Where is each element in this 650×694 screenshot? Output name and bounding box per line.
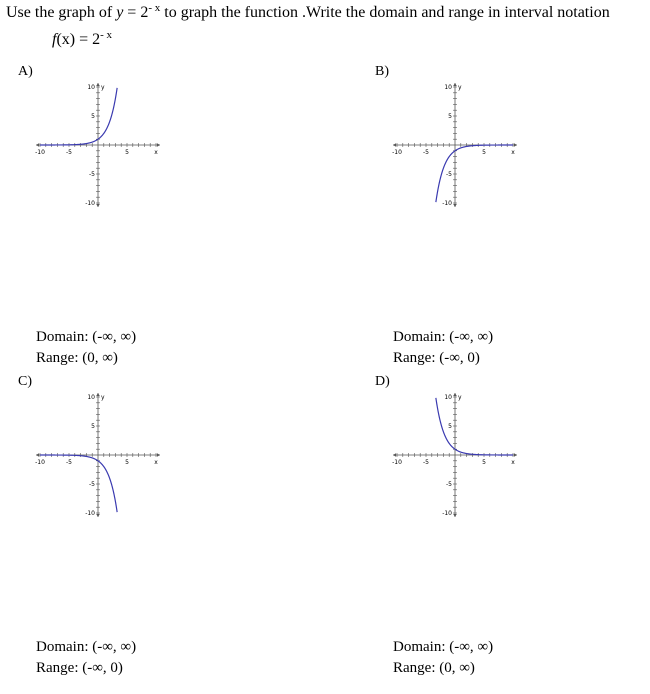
- choice-letter: C): [18, 374, 32, 389]
- x-tick-label: 5: [482, 149, 486, 156]
- function-exponent: - x: [100, 29, 113, 41]
- question-prefix: Use the graph of: [6, 4, 117, 21]
- function-name: f: [52, 31, 57, 48]
- x-axis-label: x: [154, 149, 158, 156]
- y-tick-label: -10: [442, 510, 452, 517]
- domain-text: Domain: (-∞, ∞): [36, 639, 137, 655]
- x-tick-label: -5: [66, 459, 72, 466]
- y-tick-label: 5: [91, 113, 95, 120]
- domain-text: Domain: (-∞, ∞): [36, 329, 137, 345]
- x-tick-label: -10: [35, 459, 45, 466]
- x-tick-label: -10: [392, 459, 402, 466]
- x-axis-arrow-icon: [393, 453, 396, 457]
- range-text: Range: (-∞, 0): [393, 350, 480, 366]
- choice-letter: D): [375, 374, 390, 389]
- choice-letter: B): [375, 64, 389, 79]
- domain-text: Domain: (-∞, ∞): [393, 639, 494, 655]
- y-tick-label: -10: [442, 200, 452, 207]
- y-axis-arrow-icon: [96, 393, 100, 396]
- choice-letter: A): [18, 64, 33, 79]
- y-axis-arrow-icon: [453, 83, 457, 86]
- function-arg: (x): [56, 31, 76, 48]
- function-curve: [40, 455, 117, 512]
- y-tick-label: 10: [444, 394, 452, 401]
- range-text: Range: (-∞, 0): [36, 660, 123, 676]
- graph-a: [18, 64, 158, 214]
- x-axis-label: x: [154, 459, 158, 466]
- y-axis-arrow-icon: [96, 83, 100, 86]
- y-axis-label: y: [458, 84, 462, 91]
- y-tick-label: 5: [91, 423, 95, 430]
- y-tick-label: 10: [87, 394, 95, 401]
- domain-text: Domain: (-∞, ∞): [393, 329, 494, 345]
- x-axis-arrow-icon: [36, 453, 39, 457]
- y-tick-label: 10: [444, 84, 452, 91]
- graph-d: [375, 374, 515, 524]
- y-axis-label: y: [101, 394, 105, 401]
- question-var-y: y: [116, 4, 124, 21]
- range-text: Range: (0, ∞): [393, 660, 475, 676]
- x-tick-label: -10: [392, 149, 402, 156]
- y-tick-label: 5: [448, 113, 452, 120]
- y-tick-label: -5: [446, 481, 452, 488]
- x-axis-arrow-icon: [514, 453, 517, 457]
- question-exponent: - x: [148, 2, 161, 14]
- y-axis-label: y: [458, 394, 462, 401]
- choice-c[interactable]: [18, 374, 318, 694]
- x-axis-arrow-icon: [514, 143, 517, 147]
- choice-a[interactable]: [18, 64, 318, 384]
- x-tick-label: 5: [482, 459, 486, 466]
- y-axis-arrow-icon: [453, 514, 457, 517]
- function-equals: = 2: [75, 31, 101, 48]
- x-tick-label: 5: [125, 459, 129, 466]
- x-tick-label: 5: [125, 149, 129, 156]
- x-axis-arrow-icon: [393, 143, 396, 147]
- y-axis-arrow-icon: [96, 204, 100, 207]
- x-tick-label: -10: [35, 149, 45, 156]
- graph-b: [375, 64, 515, 214]
- choice-b[interactable]: [375, 64, 650, 384]
- x-tick-label: -5: [423, 459, 429, 466]
- function-definition: [52, 31, 112, 49]
- question-text: [6, 4, 610, 22]
- y-axis-arrow-icon: [453, 393, 457, 396]
- x-axis-label: x: [511, 459, 515, 466]
- graph-c: [18, 374, 158, 524]
- y-tick-label: -5: [446, 171, 452, 178]
- y-axis-arrow-icon: [453, 204, 457, 207]
- question-equals: = 2: [123, 4, 149, 21]
- y-tick-label: 5: [448, 423, 452, 430]
- x-tick-label: -5: [66, 149, 72, 156]
- y-axis-label: y: [101, 84, 105, 91]
- y-tick-label: -10: [85, 200, 95, 207]
- choice-d[interactable]: [375, 374, 650, 694]
- question-suffix: to graph the function .Write the domain and range in interval notation: [160, 4, 610, 21]
- x-axis-arrow-icon: [36, 143, 39, 147]
- y-tick-label: -5: [89, 481, 95, 488]
- y-tick-label: -10: [85, 510, 95, 517]
- y-tick-label: -5: [89, 171, 95, 178]
- x-tick-label: -5: [423, 149, 429, 156]
- range-text: Range: (0, ∞): [36, 350, 118, 366]
- y-axis-arrow-icon: [96, 514, 100, 517]
- x-axis-arrow-icon: [157, 453, 160, 457]
- x-axis-arrow-icon: [157, 143, 160, 147]
- function-curve: [40, 88, 117, 145]
- x-axis-label: x: [511, 149, 515, 156]
- y-tick-label: 10: [87, 84, 95, 91]
